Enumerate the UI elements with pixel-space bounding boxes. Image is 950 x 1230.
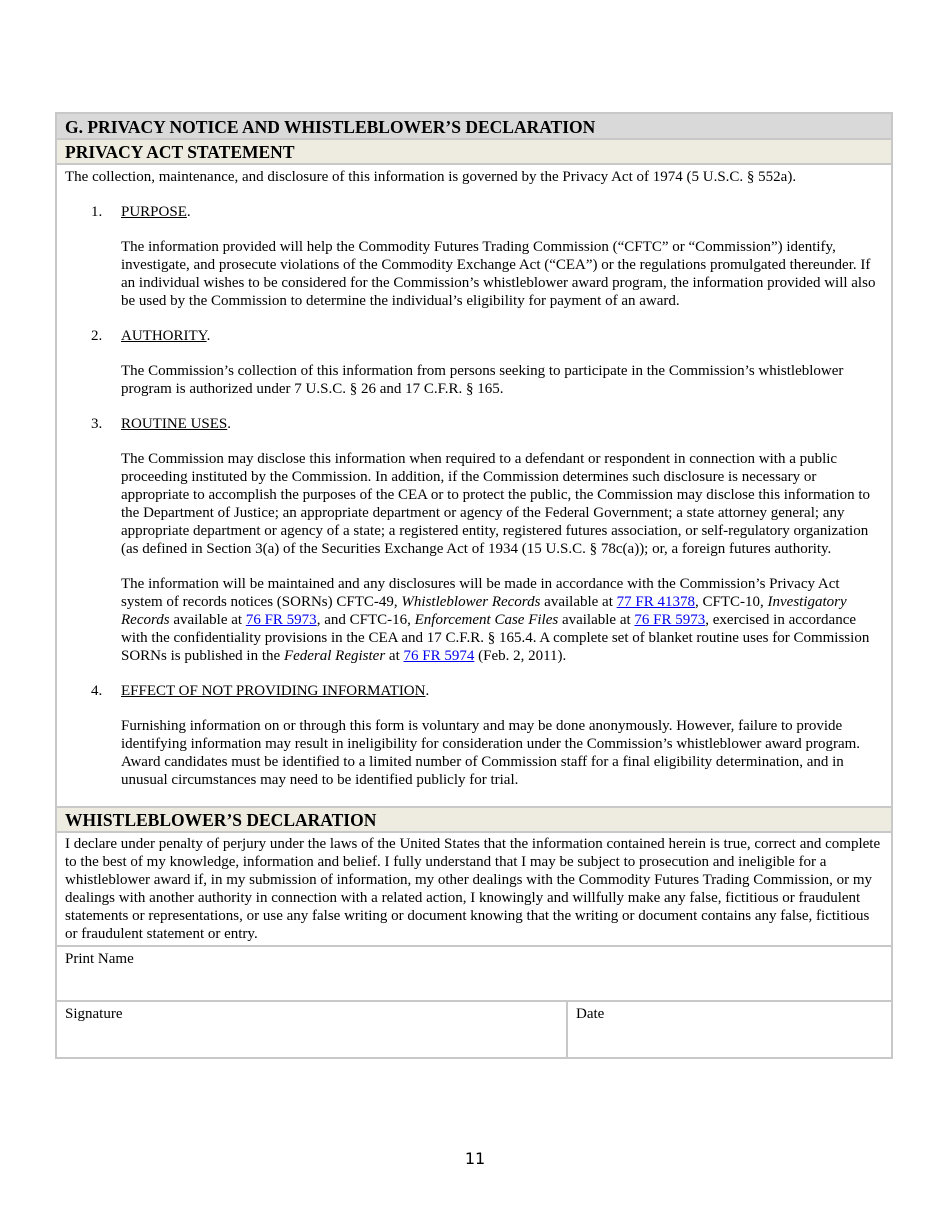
print-name-field[interactable] <box>57 947 891 1000</box>
item-body: Furnishing information on or through this form is voluntary and may be done anonymously. However, failure to provide identifying information may result in ineligibility for consideration under the Commission’s whistleblower award program. Award candidates must be identified to a limited number of Commission staff for a final eligibility determination, and in unusual circumstances may need to be identified publicly for trial. <box>121 718 861 788</box>
item-title-effect: EFFECT OF NOT PROVIDING INFORMATION <box>121 683 426 699</box>
item-number: 3. <box>91 416 103 432</box>
item-number: 2. <box>91 328 103 344</box>
list-item: 3. ROUTINE USES. The Commission may disclose this information when required to a defendant or respondent in connection with a public proceeding instituted by the Commission. In addition, if the Commission determines such disclosure is necessary or appropriate to accomplish the purposes of the CEA or to protect the public, the Commission may disclose this information to the Department of Justice; an appropriate department or agency of the Federal Government; a state attorney general; any appropriate department or agency of a state; a registered entity, registered futures association, or self-regulatory organization (as defined in Section 3(a) of the Securities Exchange Act of 1934 (15 U.S.C. § 78c(a)); or, a foreign futures authority. The information will be maintained and any disclosures will be made in accordance with the Commission’s Privacy Act system of records notices (SORNs) CFTC-49, Whistleblower Records available at 77 FR 41378, CFTC-10, Investigatory Records available at 76 FR 5973, and CFTC-16, Enforcement Case Files available at 76 FR 5973, exercised in accordance with the confidentiality provisions in the CEA and 17 C.F.R. § 165.4. A complete set of blanket routine uses for Commission SORNs is published in the Federal Register at 76 FR 5974 (Feb. 2, 2011). <box>65 415 883 665</box>
link-76-fr-5973-second[interactable]: 76 FR 5973 <box>634 612 706 628</box>
link-76-fr-5974[interactable]: 76 FR 5974 <box>403 648 475 664</box>
privacy-act-title: PRIVACY ACT STATEMENT <box>57 140 891 165</box>
signature-label: Signature <box>65 1006 123 1022</box>
list-item: 4. EFFECT OF NOT PROVIDING INFORMATION. Furnishing information on or through this form is voluntary and may be done anonymously. However, failure to provide identifying information may result in ineligibility for consideration under the Commission’s whistleblower award program. Award candidates must be identified to a limited number of Commission staff for a final eligibility determination, and in unusual circumstances may need to be identified publicly for trial. <box>65 682 883 789</box>
date-field[interactable] <box>568 1002 891 1057</box>
item-number: 1. <box>91 204 103 220</box>
item-number: 4. <box>91 683 103 699</box>
item-body-sorns: The information will be maintained and any disclosures will be made in accordance with the Commission’s Privacy Act system of records notices (SORNs) CFTC-49, Whistleblower Records available at 77 FR 41378, CFTC-10, Investigatory Records available at 76 FR 5973, and CFTC-16, Enforcement Case Files available at 76 FR 5973, exercised in accordance with the confidentiality provisions in the CEA and 17 C.F.R. § 165.4. A complete set of blanket routine uses for Commission SORNs is published in the Federal Register at 76 FR 5974 (Feb. 2, 2011). <box>121 576 870 664</box>
privacy-act-body <box>57 165 891 808</box>
item-title-authority: AUTHORITY <box>121 328 207 344</box>
declaration-title: WHISTLEBLOWER’S DECLARATION <box>57 808 891 833</box>
item-body: The information provided will help the Commodity Futures Trading Commission (“CFTC” or “Commission”) identify, investigate, and prosecute violations of the Commodity Exchange Act (“CEA”) or the regulations promulgated thereunder. If an individual wishes to be considered for the Commission’s whistleblower award program, the information provided will also be used by the Commission to determine the individual’s eligibility for payment of an award. <box>121 239 876 309</box>
section-header: G. PRIVACY NOTICE AND WHISTLEBLOWER’S DECLARATION <box>57 114 891 140</box>
print-name-row <box>57 947 891 1002</box>
privacy-act-intro: The collection, maintenance, and disclosure of this information is governed by the Privacy Act of 1974 (5 U.S.C. § 552a). <box>65 169 797 185</box>
signature-date-row <box>57 1002 891 1057</box>
list-item: 1. PURPOSE. The information provided will help the Commodity Futures Trading Commission (“CFTC” or “Commission”) identify, investigate, and prosecute violations of the Commodity Exchange Act (“CEA”) or the regulations promulgated thereunder. If an individual wishes to be considered for the Commission’s whistleblower award program, the information provided will also be used by the Commission to determine the individual’s eligibility for payment of an award. <box>65 203 883 310</box>
date-label: Date <box>576 1006 605 1022</box>
item-body: The Commission may disclose this information when required to a defendant or respondent in connection with a public proceeding instituted by the Commission. In addition, if the Commission determines such disclosure is necessary or appropriate to accomplish the purposes of the CEA or to protect the public, the Commission may disclose this information to the Department of Justice; an appropriate department or agency of the Federal Government; a state attorney general; any appropriate department or agency of a state; a registered entity, registered futures association, or self-regulatory organization (as defined in Section 3(a) of the Securities Exchange Act of 1934 (15 U.S.C. § 78c(a)); or, a foreign futures authority. <box>121 451 871 557</box>
item-title-routine-uses: ROUTINE USES <box>121 416 228 432</box>
print-name-label: Print Name <box>65 951 134 967</box>
link-77-fr-41378[interactable]: 77 FR 41378 <box>616 594 695 610</box>
item-title-purpose: PURPOSE <box>121 204 187 220</box>
list-item: 2. AUTHORITY. The Commission’s collection of this information from persons seeking to participate in the Commission’s whistleblower program is authorized under 7 U.S.C. § 26 and 17 C.F.R. § 165. <box>65 327 883 398</box>
page-number: 11 <box>464 1149 486 1168</box>
privacy-notice-form <box>55 112 893 1059</box>
signature-field[interactable] <box>57 1002 568 1057</box>
item-body: The Commission’s collection of this information from persons seeking to participate in the Commission’s whistleblower program is authorized under 7 U.S.C. § 26 and 17 C.F.R. § 165. <box>121 363 844 397</box>
link-76-fr-5973[interactable]: 76 FR 5973 <box>245 612 317 628</box>
declaration-text: I declare under penalty of perjury under the laws of the United States that the information contained herein is true, correct and complete to the best of my knowledge, information and belief. I fully understand that I may be subject to prosecution and ineligible for a whistleblower award if, in my submission of information, my other dealings with the Commodity Futures Trading Commission, or my dealings with another authority in connection with a related action, I knowingly and willfully make any false, fictitious or fraudulent statements or representations, or use any false writing or document knowing that the writing or document contains any false, fictitious or fraudulent statement or entry. <box>57 833 891 947</box>
